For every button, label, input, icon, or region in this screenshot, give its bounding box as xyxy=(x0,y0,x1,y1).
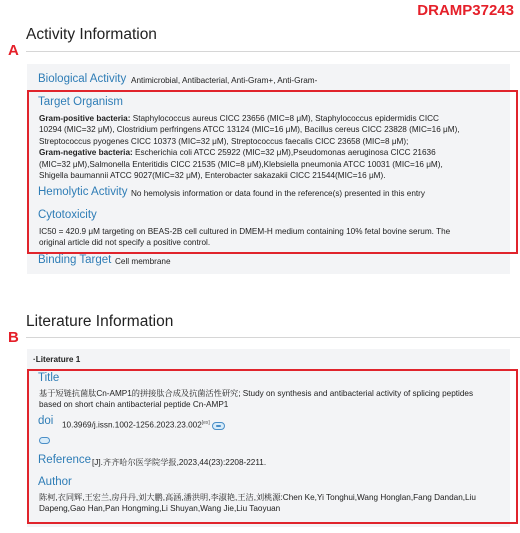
gram-negative-line: Escherichia coli ATCC 25922 (MIC=32 μM),Pseudomonas aeruginosa CICC 21636 xyxy=(132,148,436,158)
section-divider xyxy=(26,51,520,52)
binding-target-label: Binding Target xyxy=(38,254,112,266)
gram-positive-line: Staphylococcus aureus CICC 23656 (MIC=8 μM), Staphylococcus epidermidis CICC xyxy=(130,114,439,123)
literature-item-heading: ·Literature 1 xyxy=(33,355,81,364)
doi-link[interactable]: 10.3969/j.issn.1002-1256.2023.23.002 xyxy=(62,420,202,430)
hemolytic-activity-label: Hemolytic Activity xyxy=(38,186,128,198)
highlight-box-a xyxy=(27,90,518,254)
biological-activity-label: Biological Activity xyxy=(38,73,127,85)
hemolytic-activity-value: No hemolysis information or data found in the reference(s) presented in this entry xyxy=(131,189,425,198)
doi-label: doi xyxy=(38,415,54,427)
gram-positive-line: Streptococcus pyogenes CICC 10373 (MIC=32 μM), Streptococcus faecalis CICC 23658 (MIC=8 μM); xyxy=(39,136,409,146)
lit-title-line: based on short chain antibacterial peptide Cn-AMP1 xyxy=(39,400,229,410)
literature-section-title: Literature Information xyxy=(26,313,174,330)
gram-negative-label: Gram-negative bacteria: xyxy=(39,148,133,158)
activity-section-title: Activity Information xyxy=(26,26,157,43)
highlight-box-b xyxy=(27,369,518,524)
author-label: Author xyxy=(38,476,72,488)
cytotoxicity-label: Cytotoxicity xyxy=(38,209,97,221)
author-line: 陈柯,衣同辉,王宏兰,房丹丹,刘大鹏,高涵,潘洪明,李淑艳,王洁,刘桃源:Chen Ke,Yi Tonghui,Wang Honglan,Fang Dandan,Liu xyxy=(39,493,476,502)
external-link-mark: [ex] xyxy=(201,420,210,426)
cytotoxicity-line: original article did not specify a positive control. xyxy=(39,238,211,248)
gram-positive-line: 10294 (MIC=32 μM), Clostridium perfringens ATCC 13124 (MIC=16 μM), Bacillus cereus CICC 23828 (MIC=16 μM), xyxy=(39,125,460,135)
section-divider xyxy=(26,337,520,338)
reference-label: Reference xyxy=(38,454,92,466)
reference-value: [J].齐齐哈尔医学院学报,2023,44(23):2208-2211. xyxy=(92,458,267,467)
cytotoxicity-line: IC50 = 420.9 μM targeting on BEAS-2B cell cultured in DMEM-H medium containing 10% fetal bovine serum. The xyxy=(39,227,451,236)
lit-title-label: Title xyxy=(38,372,60,384)
annotation-marker-b: B xyxy=(8,329,19,346)
annotation-marker-a: A xyxy=(8,42,19,59)
biological-activity-value: Antimicrobial, Antibacterial, Anti-Gram+, Anti-Gram- xyxy=(131,76,318,85)
author-line: Dapeng,Gao Han,Pan Hongming,Li Shuyan,Wang Jie,Liu Taoyuan xyxy=(39,504,281,514)
gram-positive-label: Gram-positive bacteria: xyxy=(39,114,131,123)
target-organism-label: Target Organism xyxy=(38,96,124,108)
entry-id-label: DRAMP37243 xyxy=(417,2,514,19)
binding-target-value: Cell membrane xyxy=(115,257,171,266)
gram-negative-line: (MIC=32 μM),Salmonella Enteritidis CICC 21535 (MIC=8 μM),Klebsiella pneumonia ATCC 10031 (MIC=16 μM), xyxy=(39,159,443,169)
gram-negative-line: Shigella baumannii ATCC 9027(MIC=32 μM), Enterobacter sakazakii CICC 21544(MIC=16 μM). xyxy=(39,171,386,181)
lit-title-line: 基于短链抗菌肽Cn-AMP1的拼接肽合成及抗菌活性研究; Study on synthesis and antibacterial activity of splicing peptides xyxy=(39,389,474,398)
